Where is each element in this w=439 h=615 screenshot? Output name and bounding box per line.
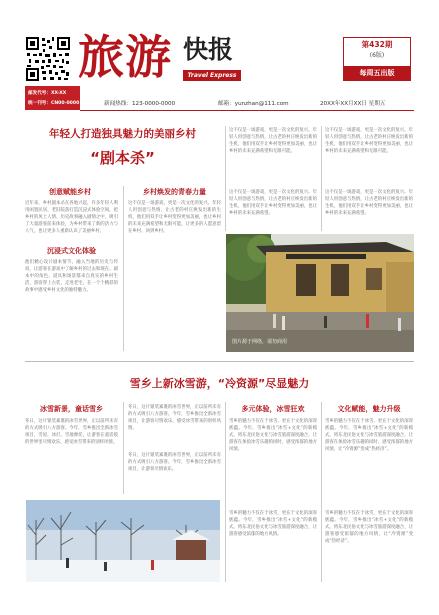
snow-col3-text1: 雪乡的魅力不仅在于冰雪，更在于文化的深厚底蕴。今年，雪乡推出“冰雪+文化”的新模式，将东北民俗文化与冰雪旅游深度融合，让游客在体验冰雪乐趣的同时，感受浓郁的地方风情。 bbox=[229, 419, 317, 452]
snow-col4-text1: 雪乡的魅力不仅在于冰雪，更在于文化的深厚底蕴。今年，雪乡推出“冰雪+文化”的新模式，将东北民俗文化与冰雪旅游深度融合，让游客在体验冰雪乐趣的同时，感受浓郁的地方风情，让“冷资源”变成“热经济”。 bbox=[325, 419, 413, 452]
photo-caption: 图片源于网络，请勿商用 bbox=[232, 339, 288, 345]
snow-col4-text2: 雪乡的魅力不仅在于冰雪，更在于文化的深厚底蕴。今年，雪乡推出“冰雪+文化”的新模式，将东北民俗文化与冰雪旅游深度融合，让游客感受浓郁的地方风情，让“冷资源”变成“热经济”。 bbox=[325, 511, 413, 544]
issue-date: 20XX年XX月XX日 星期五 bbox=[320, 101, 386, 107]
snow-col-divider-1 bbox=[123, 402, 124, 494]
snow-col4-title: 文化赋能，魅力升级 bbox=[337, 405, 401, 413]
issue-number: 第432期 bbox=[361, 40, 393, 49]
lead-col4-text1: 这不仅是一场游戏，更是一次文化的复兴。年轻人用创意与热情，让古老的村庄焕发出新的生机，他们用双手让乡村变得更加美丽，也让乡村的未来充满希望和无限可能。 bbox=[325, 128, 413, 154]
snow-photo bbox=[26, 500, 220, 582]
lead-sec1-title: 创意赋能乡村 bbox=[49, 188, 91, 196]
village-photo bbox=[226, 234, 414, 352]
issue-box bbox=[343, 37, 411, 81]
lead-col-divider-1 bbox=[123, 186, 124, 351]
email: 邮箱：yunzhan@111.com bbox=[218, 101, 289, 107]
unified-code: 统一刊号：CN00-0000 bbox=[28, 101, 80, 106]
qr-code bbox=[25, 36, 71, 82]
snow-col1-text: 冬日，这片银装素裹的冰雪世界，正以前所未有的方式吸引八方游客。今年，雪乡推出全新冰雪项目，雪屋、冰灯、雪地摩托，让游客在童话般的世界里尽情欢乐，感受冰雪带来的别样风情。 bbox=[25, 419, 118, 445]
cn-code: 邮发代号：XX-XX bbox=[28, 91, 67, 96]
lead-sec1-text: 近年来，乡村剧本杀在各地兴起，许多年轻人利用闲置民居、老旧院落打造沉浸式体验空间，把乡村的风土人情、历史故事融入剧情之中，吸引了大量游客前来体验，为乡村带来了新的活力与人气，也让更多人重新认识了美丽乡村。 bbox=[25, 201, 118, 234]
hotline: 新闻热线：123-0000-0000 bbox=[104, 101, 176, 107]
lead-col4-text2: 这不仅是一场游戏，更是一次文化的复兴。年轻人用创意与热情，让古老的村庄焕发出新的生机，他们用双手让乡村变得更加美丽，也让乡村的未来充满希望。 bbox=[325, 190, 413, 216]
lead-sec3-text: 这不仅是一场游戏，更是一次文化的复兴。年轻人用创意与热情，让古老的村庄焕发出新的生机，他们用双手让乡村变得更加美丽，也让乡村的未来充满希望和无限可能，让更多的人愿意留在乡村、回到乡村。 bbox=[128, 201, 221, 234]
lead-col-divider-3 bbox=[321, 126, 322, 231]
snow-col-divider-3 bbox=[321, 402, 322, 582]
edition-count: (6版) bbox=[369, 52, 385, 59]
snow-col3-text2: 雪乡的魅力不仅在于冰雪，更在于文化的深厚底蕴。今年，雪乡推出“冰雪+文化”的新模式，将东北民俗文化与冰雪旅游深度融合，让游客感受浓郁的地方风情。 bbox=[229, 511, 317, 537]
lead-sec2-title: 沉浸式文化体验 bbox=[47, 247, 96, 255]
snow-col1-title: 冰雪新景，童话雪乡 bbox=[40, 405, 103, 413]
lead-subtitle: “剧本杀” bbox=[90, 149, 155, 167]
masthead-divider bbox=[80, 110, 414, 111]
masthead-title-cn2: 快报 bbox=[183, 35, 234, 64]
snow-col2-text2: 冬日，这片银装素裹的冰雪世界，正以前所未有的方式吸引八方游客。今年，雪乡推出全新冰雪项目，让游客尽情欢乐。 bbox=[128, 453, 221, 472]
snow-col3-title: 多元体验，冰雪狂欢 bbox=[241, 405, 305, 413]
publish-weekly: 每周五出版 bbox=[343, 66, 411, 81]
masthead-title-cn: 旅游 bbox=[78, 30, 172, 84]
snow-title: 雪乡上新冰雪游，“冷资源”尽显魅力 bbox=[129, 377, 310, 390]
lead-sec2-text: 他们精心设计剧本情节，融入当地的历史与传说，让游客在游戏中了解乡村的过去和现在。剧本中的角色、道具和场景都来自真实的乡村生活，游客穿上古装，走进老宅，在一个个精彩的故事中感受乡村文化的独特魅力。 bbox=[25, 260, 118, 293]
lead-col3-text2: 这不仅是一场游戏，更是一次文化的复兴。年轻人用创意与热情，让古老的村庄焕发出新的生机，他们用双手让乡村变得更加美丽，也让乡村的未来充满希望。 bbox=[229, 190, 317, 216]
lead-title: 年轻人打造独具魅力的美丽乡村 bbox=[49, 128, 196, 140]
lead-sec3-title: 乡村焕发的青春力量 bbox=[143, 188, 206, 196]
masthead-title-en: Travel Express bbox=[183, 70, 241, 81]
snow-col-divider-2 bbox=[225, 402, 226, 582]
lead-col-divider-2 bbox=[225, 126, 226, 231]
section-divider bbox=[25, 361, 414, 362]
snow-col2-text1: 冬日，这片银装素裹的冰雪世界，正以前所未有的方式吸引八方游客。今年，雪乡推出全新冰雪项目，让游客尽情欢乐，感受冰雪带来的别样风情。 bbox=[128, 405, 221, 431]
info-bar-codes bbox=[25, 86, 80, 110]
lead-col3-text1: 这不仅是一场游戏，更是一次文化的复兴。年轻人用创意与热情，让古老的村庄焕发出新的生机，他们用双手让乡村变得更加美丽，也让乡村的未来充满希望和无限可能。 bbox=[229, 128, 317, 154]
